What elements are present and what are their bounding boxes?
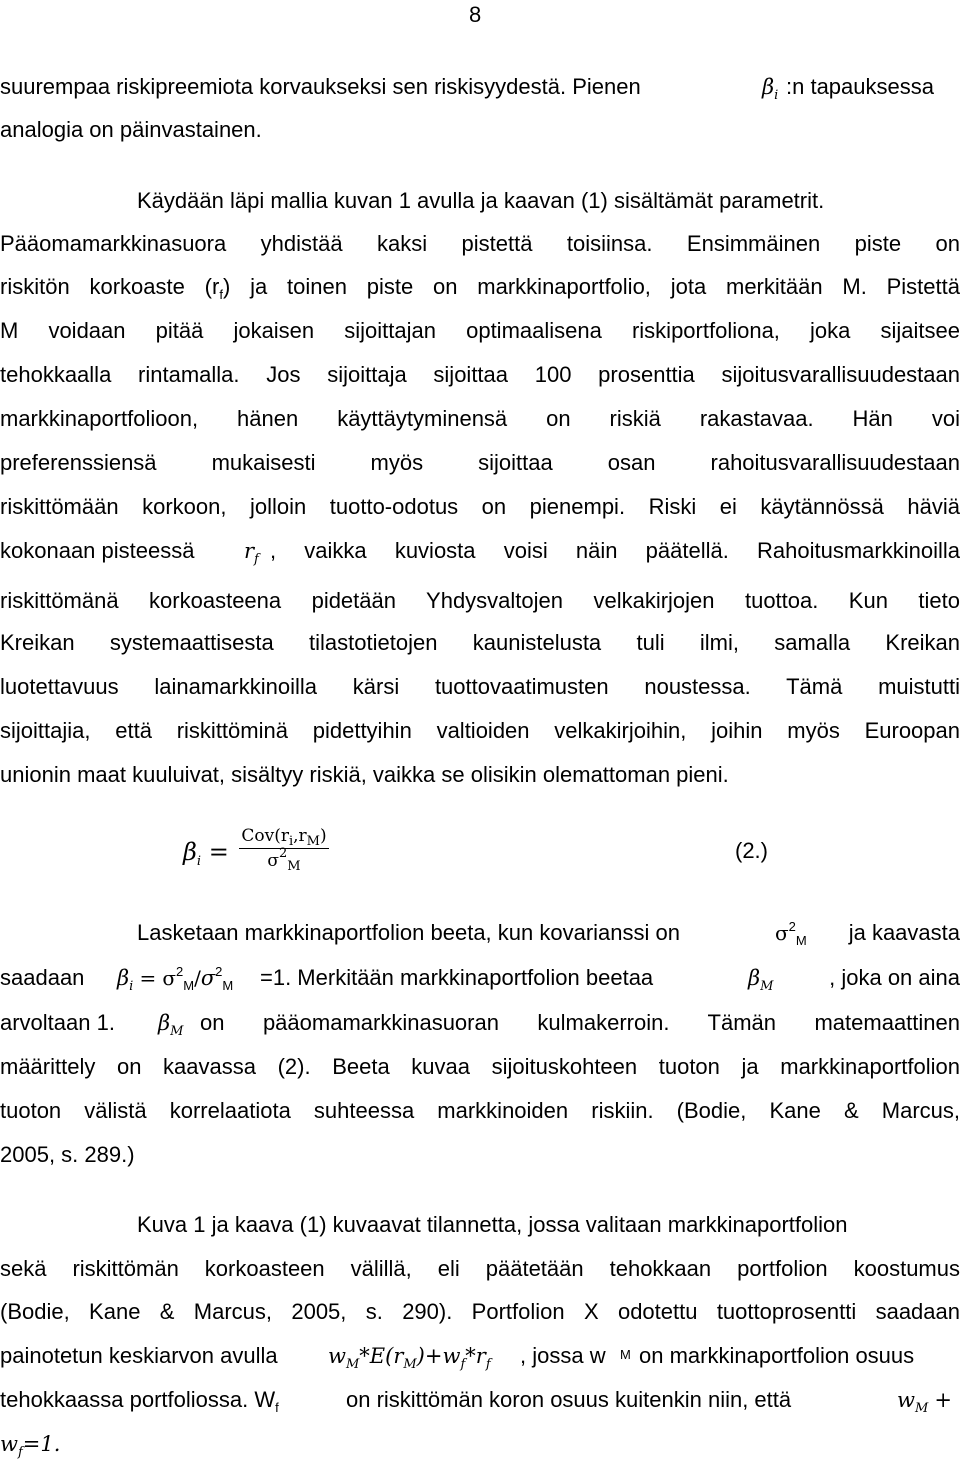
text-line: tuoton välistä korrelaatiota suhteessa markkinoiden riskiin. (Bodie, Kane & Marcus, bbox=[0, 1098, 960, 1123]
text-line: määrittely on kaavassa (2). Beeta kuvaa sijoituskohteen tuoton ja markkinaportfolion bbox=[0, 1054, 960, 1079]
text-line bbox=[0, 1431, 960, 1460]
text-line: saadaan $\beta_i = \sigma^2_M/\sigma^2_M$ =1. Merkitään markkinaportfolion beetaa $\beta_M$ , joka on aina bbox=[0, 964, 960, 994]
text-line: markkinaportfolioon, hänen käyttäytyminensä on riskiä rakastavaa. Hän voi bbox=[0, 406, 960, 431]
text-line: 2005, s. 289.) bbox=[0, 1142, 135, 1167]
text-segment: :n tapauksessa bbox=[786, 74, 934, 99]
text-line: luotettavuus lainamarkkinoilla kärsi tuottovaatimusten noustessa. Tämä muistutti bbox=[0, 674, 960, 699]
formula-lhs: $\beta_i$ = bbox=[183, 838, 229, 869]
text-line: Pääomamarkkinasuora yhdistää kaksi pistettä toisiinsa. Ensimmäinen piste on bbox=[0, 231, 960, 256]
text-line: Kuva 1 ja kaava (1) kuvaavat tilannetta, jossa valitaan markkinaportfolion bbox=[137, 1212, 848, 1237]
text-line: (Bodie, Kane & Marcus, 2005, s. 290). Portfolion X odotettu tuottoprosentti saadaan bbox=[0, 1299, 960, 1324]
beta-equation: $\beta_i = \sigma^2_M/\sigma^2_M$ bbox=[117, 964, 234, 994]
wM-plus-expression: $w_M$ + bbox=[897, 1388, 953, 1416]
text-line: preferenssiensä mukaisesti myös sijoittaa osan rahoitusvarallisuudestaan bbox=[0, 450, 960, 475]
formula-denominator: $\sigma^2_M$ bbox=[267, 846, 301, 874]
text-line: tehokkaassa portfoliossa. $W_f$ on riskittömän koron osuus kuitenkin niin, että $w_M$ + bbox=[0, 1387, 953, 1416]
beta-m-symbol: $\beta_M$ bbox=[748, 966, 774, 994]
formula-numerator: $Cov(r_i,r_M)$ bbox=[239, 826, 329, 849]
text-line: kokonaan pisteessä $r_f$ , vaikka kuviosta voisi näin päätellä. Rahoitusmarkkinoilla bbox=[0, 538, 960, 567]
beta-m-symbol: $\beta_M$ bbox=[158, 1011, 184, 1039]
wf-equals-one: $w_f=1$. bbox=[0, 1432, 61, 1460]
formula-number: (2.) bbox=[735, 838, 768, 863]
page-number: 8 bbox=[469, 2, 482, 27]
text-line: painotetun keskiarvon avulla $w_M*E(r_M)+w_f*r_f$ , jossa w M on markkinaportfolion osuus bbox=[0, 1343, 915, 1372]
beta-i-symbol: $\beta_i$ bbox=[762, 75, 779, 103]
sigma-m-squared: $\sigma^2_M$ bbox=[775, 919, 807, 948]
text-line bbox=[0, 74, 960, 103]
text-line: Lasketaan markkinaportfolion beeta, kun kovarianssi on $\sigma^2_M$ ja kaavasta bbox=[137, 919, 960, 948]
text-segment: suurempaa riskipreemiota korvaukseksi sen riskisyydestä. Pienen bbox=[0, 74, 641, 99]
text-line: tehokkaalla rintamalla. Jos sijoittaja sijoittaa 100 prosenttia sijoitusvarallisuudestaan bbox=[0, 362, 960, 387]
text-line: Kreikan systemaattisesta tilastotietojen kaunistelusta tuli ilmi, samalla Kreikan bbox=[0, 630, 960, 655]
text-line: arvoltaan 1. $\beta_M$ on pääomamarkkinasuoran kulmakerroin. Tämän matemaattinen bbox=[0, 1010, 960, 1039]
text-line: analogia on päinvastainen. bbox=[0, 117, 262, 142]
formula-2 bbox=[183, 826, 783, 886]
text-line: sekä riskittömän korkoasteen välillä, eli päätetään tehokkaan portfolion koostumus bbox=[0, 1256, 960, 1281]
text-line: riskittömään korkoon, jolloin tuotto-odotus on pienempi. Riski ei käytännössä häviä bbox=[0, 494, 960, 519]
text-line: riskitön korkoaste $(r_f)$ ja toinen piste on markkinaportfolio, jota merkitään M. Pistettä bbox=[0, 274, 960, 302]
text-line: riskittömänä korkoasteena pidetään Yhdysvaltojen velkakirjojen tuottoa. Kun tieto bbox=[0, 588, 960, 613]
weighted-average-expression: $w_M*E(r_M)+w_f*r_f$ bbox=[328, 1344, 491, 1372]
text-line: Käydään läpi mallia kuvan 1 avulla ja kaavan (1) sisältämät parametrit. bbox=[137, 188, 825, 213]
text-line: unionin maat kuuluivat, sisältyy riskiä, vaikka se olisikin olemattoman pieni. bbox=[0, 762, 729, 787]
text-line: sijoittajia, että riskittöminä pidettyihin valtioiden velkakirjoihin, joihin myös Euroopan bbox=[0, 718, 960, 743]
text-line: M voidaan pitää jokaisen sijoittajan optimaalisena riskiportfoliona, joka sijaitsee bbox=[0, 318, 960, 343]
r-f-symbol: $r_f$ bbox=[244, 539, 259, 567]
formula-fraction bbox=[239, 826, 329, 874]
